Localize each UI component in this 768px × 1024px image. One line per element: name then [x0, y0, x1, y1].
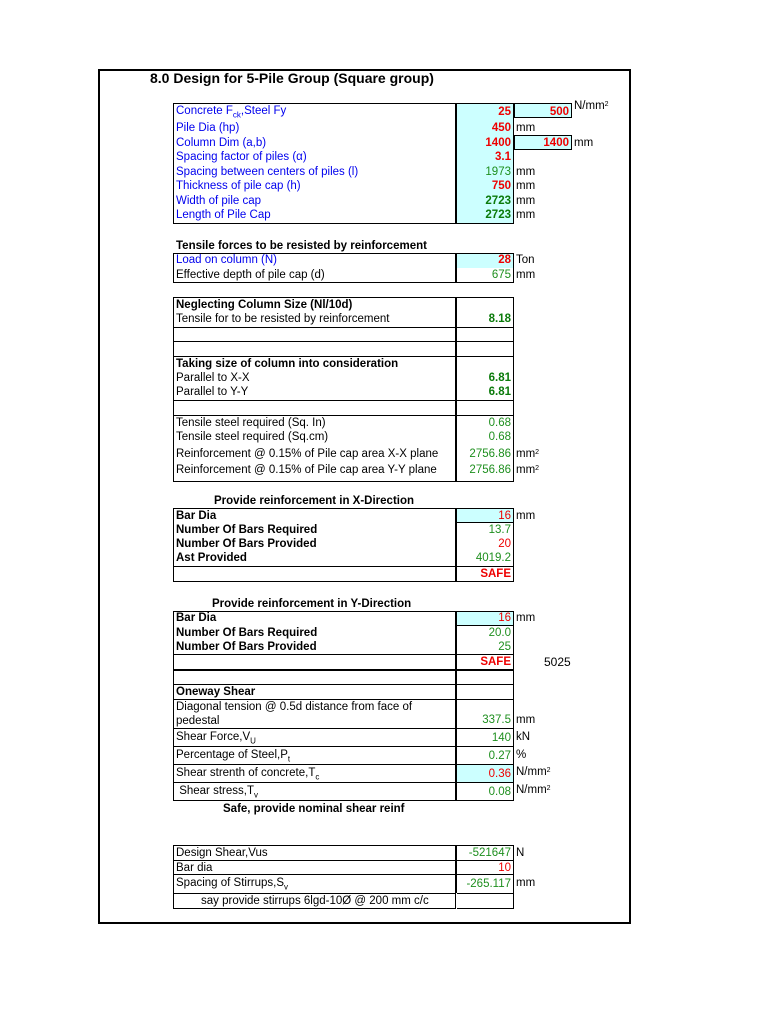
- thickness-value[interactable]: 750: [491, 180, 511, 192]
- y-bars-prov-label: Number Of Bars Provided: [176, 641, 317, 653]
- x-bars-req-value: 13.7: [488, 524, 511, 536]
- shear-heading: Oneway Shear: [176, 686, 256, 698]
- reinf-xx-unit: $mm^2$: [516, 448, 540, 460]
- steel-in-label: Tensile steel required (Sq. In): [176, 417, 326, 429]
- vus-unit: N: [516, 847, 525, 859]
- stirrup-provide-note: say provide stirrups 6lgd-10Ø @ 200 mm c/c: [201, 895, 429, 907]
- fck-unit: $N/mm^2$: [574, 100, 609, 112]
- spacing-factor-label: Spacing factor of piles (α): [176, 151, 307, 163]
- pct-steel-label: Percentage of $Steel,P_t$: [176, 749, 291, 764]
- reinf-yy-unit: $mm^2$: [516, 464, 540, 476]
- x-bar-dia-value[interactable]: 16: [498, 510, 511, 522]
- pile-dia-unit: mm: [516, 122, 536, 134]
- x-bars-prov-label: Number Of Bars Provided: [176, 538, 317, 550]
- load-label: Load on column (N): [176, 254, 277, 266]
- spacing-value: 1973: [485, 166, 511, 178]
- length-value: 2723: [485, 209, 511, 221]
- x-ast-value: 4019.2: [475, 552, 511, 564]
- parallel-xx-label: Parallel to X-X: [176, 372, 250, 384]
- width-value: 2723: [485, 195, 511, 207]
- fck-value[interactable]: 25: [498, 106, 511, 118]
- vus-value: -521647: [468, 847, 511, 859]
- shear-force-label: Shear $Force,V_U$: [176, 731, 256, 746]
- depth-label: Effective depth of pile cap (d): [176, 269, 325, 281]
- y-bar-dia-unit: mm: [516, 612, 536, 624]
- spacing-label: Spacing between centers of piles (l): [176, 166, 359, 178]
- y-side-value: 5025: [544, 655, 571, 669]
- diag-value: 337.5: [482, 714, 511, 726]
- shear-strength-unit: $N/mm^2$: [516, 766, 551, 778]
- column-dim-label: Column Dim (a,b): [176, 137, 267, 149]
- page-title: 8.0 Design for 5-Pile Group (Square group): [150, 70, 434, 86]
- x-bar-dia-label: Bar Dia: [176, 510, 217, 522]
- shear-stress-unit: $N/mm^2$: [516, 784, 551, 796]
- bar-dia-value[interactable]: 10: [498, 862, 511, 874]
- reinf-xx-label: Reinforcement @ 0.15% of Pile cap area X-X plane: [176, 448, 439, 460]
- steel-cm-value: 0.68: [488, 431, 511, 443]
- depth-value: 675: [491, 269, 511, 281]
- y-bars-req-label: Number Of Bars Required: [176, 627, 318, 639]
- length-label: Length of Pile Cap: [176, 209, 271, 221]
- y-bar-dia-label: Bar Dia: [176, 612, 217, 624]
- shear-stress-label: Shear $stress,T_v$: [176, 785, 258, 800]
- y-status-badge: SAFE: [480, 656, 511, 668]
- x-ast-label: Ast Provided: [176, 552, 247, 564]
- x-bar-dia-unit: mm: [516, 510, 536, 522]
- parallel-yy-value: 6.81: [488, 386, 511, 398]
- width-unit: mm: [516, 195, 536, 207]
- diag-label-line1: Diagonal tension @ 0.5d distance from face of: [176, 701, 413, 713]
- pct-steel-unit: %: [516, 749, 527, 761]
- vus-label: Design Shear,Vus: [176, 847, 268, 859]
- x-bars-req-label: Number Of Bars Required: [176, 524, 318, 536]
- column-unit: mm: [574, 137, 594, 149]
- bar-dia-label: Bar dia: [176, 862, 213, 874]
- stirrup-spacing-unit: mm: [516, 877, 536, 889]
- parallel-yy-label: Parallel to Y-Y: [176, 386, 249, 398]
- reinf-yy-value: 2756.86: [469, 464, 511, 476]
- shear-strength-value[interactable]: 0.36: [488, 768, 511, 780]
- shear-strength-label: Shear strenth of $concrete,T_c$: [176, 767, 320, 782]
- tensile-resist-value: 8.18: [488, 313, 511, 325]
- load-value[interactable]: 28: [498, 254, 511, 266]
- y-bars-prov-value: 25: [498, 641, 511, 653]
- shear-stress-value: 0.08: [488, 786, 511, 798]
- stirrup-spacing-label: Spacing of $Stirrups,S_v$: [176, 877, 289, 892]
- thickness-unit: mm: [516, 180, 536, 192]
- y-bars-req-value: 20.0: [488, 627, 511, 639]
- shear-force-value: 140: [491, 732, 511, 744]
- tensile-resist-label: Tensile for to be resisted by reinforcement: [176, 313, 390, 325]
- thickness-label: Thickness of pile cap (h): [176, 180, 301, 192]
- neglect-heading: Neglecting Column Size (Nl/10d): [176, 299, 353, 311]
- spacing-unit: mm: [516, 166, 536, 178]
- parallel-xx-value: 6.81: [488, 372, 511, 384]
- shear-note: Safe, provide nominal shear reinf: [223, 803, 405, 815]
- pile-dia-value[interactable]: 450: [491, 122, 511, 134]
- length-unit: mm: [516, 209, 536, 221]
- steel-cm-label: Tensile steel required (Sq.cm): [176, 431, 329, 443]
- depth-unit: mm: [516, 269, 536, 281]
- pct-steel-value: 0.27: [488, 750, 511, 762]
- load-unit: Ton: [516, 254, 535, 266]
- x-status-badge: SAFE: [480, 568, 511, 580]
- x-bars-prov-value[interactable]: 20: [498, 538, 511, 550]
- stirrup-spacing-value: -265.117: [466, 878, 511, 890]
- tensile-heading: Tensile forces to be resisted by reinforcement: [176, 240, 427, 252]
- diag-unit: mm: [516, 714, 536, 726]
- steel-in-value: 0.68: [488, 417, 511, 429]
- column-a-value[interactable]: 1400: [485, 137, 511, 149]
- concrete-label: Concrete $F_{ck},Steel$ Fy: [176, 105, 287, 120]
- fy-value[interactable]: 500: [549, 106, 569, 118]
- column-b-value[interactable]: 1400: [543, 137, 569, 149]
- width-label: Width of pile cap: [176, 195, 262, 207]
- taking-heading: Taking size of column into consideration: [176, 358, 399, 370]
- pile-dia-label: Pile Dia (hp): [176, 122, 240, 134]
- diag-label-line2: pedestal: [176, 715, 220, 727]
- reinf-xx-value: 2756.86: [469, 448, 511, 460]
- reinf-yy-label: Reinforcement @ 0.15% of Pile cap area Y-Y plane: [176, 464, 437, 476]
- y-direction-heading: Provide reinforcement in Y-Direction: [212, 598, 412, 610]
- x-direction-heading: Provide reinforcement in X-Direction: [214, 495, 415, 507]
- spacing-factor-value[interactable]: 3.1: [495, 151, 511, 163]
- shear-force-unit: kN: [516, 731, 531, 743]
- y-bar-dia-value[interactable]: 16: [498, 612, 511, 624]
